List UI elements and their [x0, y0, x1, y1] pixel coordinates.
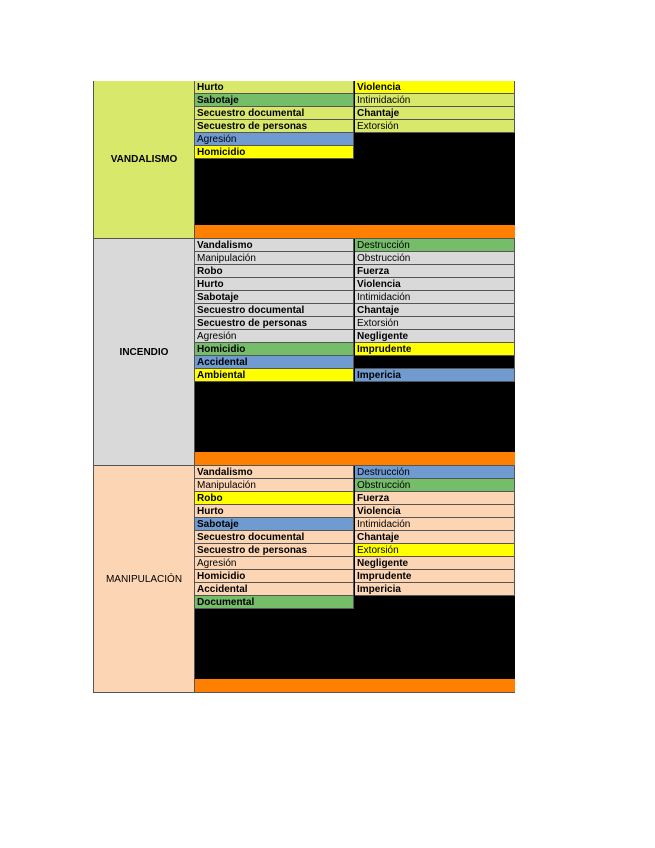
table-cell: Imprudente [355, 343, 515, 356]
table-cell: Agresión [195, 133, 354, 146]
table-cell: Accidental [195, 583, 354, 596]
section-label [94, 81, 195, 238]
right-column [355, 81, 515, 159]
table-cell: Agresión [195, 330, 354, 343]
table-cell: Homicidio [195, 570, 354, 583]
table-cell: Impericia [355, 369, 515, 382]
spreadsheet [93, 81, 515, 693]
section-label-text: VANDALISMO [110, 154, 178, 165]
right-column [355, 466, 515, 609]
section-label [94, 239, 195, 465]
table-cell: Negligente [355, 330, 515, 343]
table-cell: Sabotaje [195, 291, 354, 304]
table-cell: Obstrucción [355, 252, 515, 265]
table-cell: Homicidio [195, 343, 354, 356]
table-cell: Vandalismo [195, 239, 354, 252]
table-cell: Negligente [355, 557, 515, 570]
table-cell: Homicidio [195, 146, 354, 159]
left-column [195, 239, 354, 382]
table-cell: Chantaje [355, 531, 515, 544]
table-cell: Secuestro documental [195, 304, 354, 317]
section-label-text: INCENDIO [119, 346, 169, 358]
table-cell: Documental [195, 596, 354, 609]
table-cell [355, 356, 515, 369]
table-cell: Chantaje [355, 107, 515, 120]
table-cell: Secuestro de personas [195, 544, 354, 557]
table-cell: Manipulación [195, 479, 354, 492]
table-cell: Vandalismo [195, 466, 354, 479]
table-cell: Intimidación [355, 291, 515, 304]
table-cell: Hurto [195, 278, 354, 291]
section-cells [195, 81, 515, 238]
table-cell: Fuerza [355, 492, 515, 505]
table-cell: Violencia [355, 505, 515, 518]
orange-band [195, 225, 515, 238]
section-cells [195, 466, 515, 692]
table-cell: Secuestro documental [195, 531, 354, 544]
section-label [94, 466, 195, 692]
table-cell: Violencia [355, 278, 515, 291]
table-cell: Imprudente [355, 570, 515, 583]
table-cell: Agresión [195, 557, 354, 570]
table-cell: Sabotaje [195, 518, 354, 531]
table-cell: Extorsión [355, 544, 515, 557]
table-cell: Secuestro de personas [195, 317, 354, 330]
section-label-text: MANIPULACIÓN [105, 573, 183, 585]
table-cell: Obstrucción [355, 479, 515, 492]
orange-band [195, 679, 515, 692]
table-cell: Destrucción [355, 466, 515, 479]
table-cell: Intimidación [355, 94, 515, 107]
right-column [355, 239, 515, 382]
table-cell: Robo [195, 265, 354, 278]
table-cell: Extorsión [355, 317, 515, 330]
table-cell: Chantaje [355, 304, 515, 317]
table-cell: Hurto [195, 505, 354, 518]
table-cell: Accidental [195, 356, 354, 369]
table-cell: Extorsión [355, 120, 515, 133]
table-cell: Robo [195, 492, 354, 505]
table-cell: Destrucción [355, 239, 515, 252]
table-cell: Manipulación [195, 252, 354, 265]
section-incendio [93, 239, 515, 466]
table-cell: Fuerza [355, 265, 515, 278]
left-column [195, 466, 354, 609]
section-cells [195, 239, 515, 465]
table-cell: Ambiental [195, 369, 354, 382]
section-manipulacion [93, 466, 515, 693]
section-vandalismo [93, 81, 515, 239]
table-cell: Secuestro documental [195, 107, 354, 120]
table-cell: Hurto [195, 81, 354, 94]
left-column [195, 81, 354, 159]
table-cell: Impericia [355, 583, 515, 596]
table-cell: Intimidación [355, 518, 515, 531]
table-cell: Violencia [355, 81, 515, 94]
table-cell: Secuestro de personas [195, 120, 354, 133]
orange-band [195, 452, 515, 465]
table-cell: Sabotaje [195, 94, 354, 107]
